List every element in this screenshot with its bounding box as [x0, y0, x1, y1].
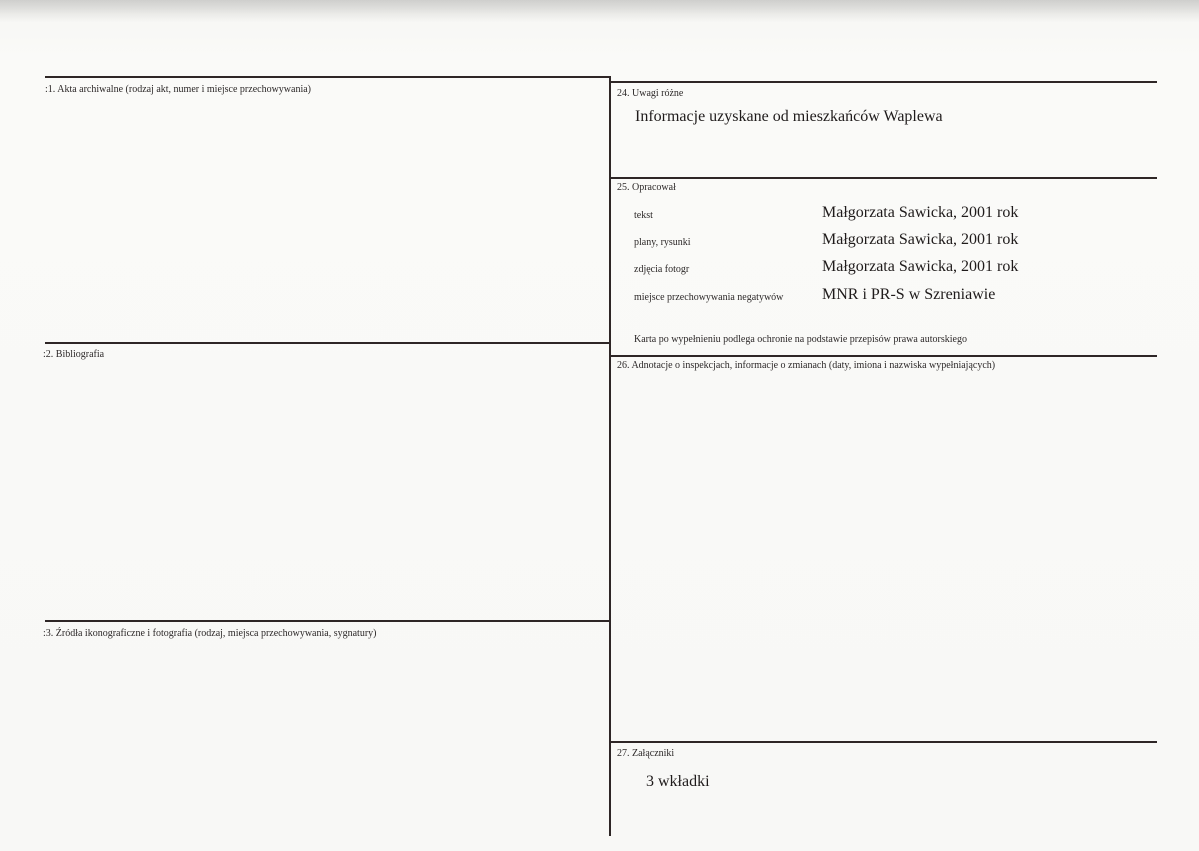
section-27-label: 27. Załączniki: [617, 748, 675, 759]
author-row-label-photos: zdjęcia fotogr: [634, 264, 690, 275]
section-26-label: 26. Adnotacje o inspekcjach, informacje o zmianach (daty, imiona i nazwiska wypełniających): [617, 360, 996, 371]
rule-after-26: [611, 741, 1157, 743]
author-row-value-text: Małgorzata Sawicka, 2001 rok: [822, 204, 1019, 221]
section-27-value: 3 wkładki: [646, 773, 710, 790]
top-rule-left: [45, 76, 611, 78]
rule-after-25: [611, 355, 1157, 357]
section-25-label: 25. Opracował: [617, 182, 676, 193]
scan-top-edge: [0, 0, 1199, 22]
section-24-label: 24. Uwagi różne: [617, 88, 684, 99]
author-row-label-negatives: miejsce przechowywania negatywów: [634, 292, 784, 303]
author-row-label-text: tekst: [634, 210, 653, 221]
author-row-value-photos: Małgorzata Sawicka, 2001 rok: [822, 258, 1019, 275]
section-23-label: :3. Źródła ikonograficzne i fotografia (rodzaj, miejsca przechowywania, sygnatury): [43, 628, 377, 639]
section-21-label: :1. Akta archiwalne (rodzaj akt, numer i miejsce przechowywania): [45, 84, 312, 95]
section-24-value: Informacje uzyskane od mieszkańców Waplewa: [635, 108, 943, 125]
center-divider: [609, 78, 611, 836]
copyright-note: Karta po wypełnieniu podlega ochronie na podstawie przepisów prawa autorskiego: [634, 334, 967, 345]
top-rule-right: [611, 81, 1157, 83]
author-row-label-plans: plany, rysunki: [634, 237, 691, 248]
author-row-value-plans: Małgorzata Sawicka, 2001 rok: [822, 231, 1019, 248]
rule-after-21: [45, 342, 611, 344]
rule-after-22: [45, 620, 611, 622]
author-row-value-negatives: MNR i PR-S w Szreniawie: [822, 286, 996, 303]
rule-after-24: [611, 177, 1157, 179]
section-22-label: :2. Bibliografia: [43, 349, 105, 360]
